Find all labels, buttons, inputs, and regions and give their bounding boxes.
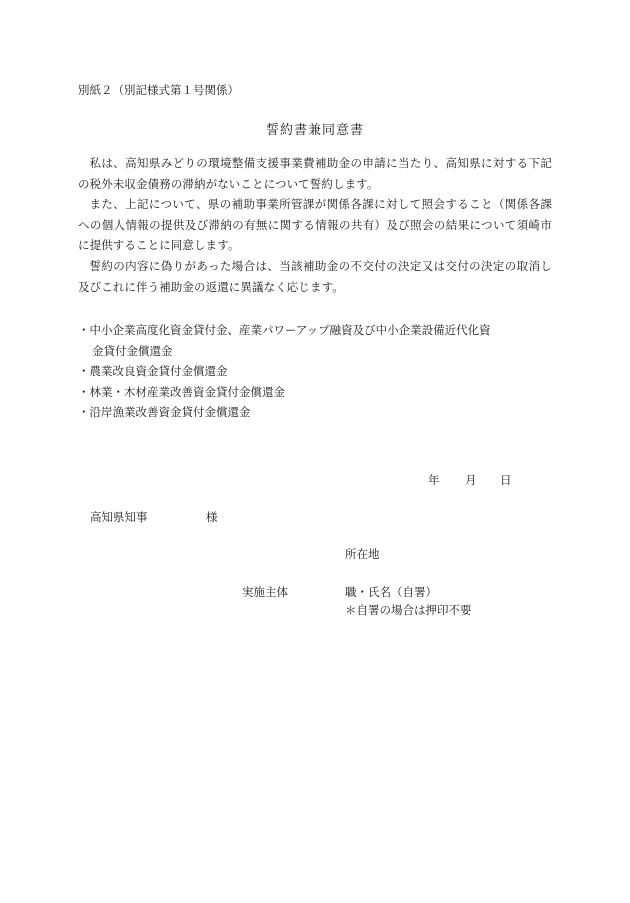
falsehood-paragraph: 誓約の内容に偽りがあった場合は、当該補助金の不交付の決定又は交付の決定の取消し及びこれに伴う補助金の返還に異議なく応じます。 — [78, 259, 552, 294]
pledge-paragraph: 私は、高知県みどりの環境整備支援事業費補助金の申請に当たり、高知県に対する下記の税外未収金債務の滞納がないことについて誓約します。 — [78, 156, 552, 191]
debt-item-text: ・林業・木材産業改善資金貸付金償還金 — [78, 384, 285, 399]
implementer-label: 実施主体 — [242, 585, 288, 599]
document-title: 誓約書兼同意書 — [265, 123, 364, 138]
form-number: 別紙２（別記様式第１号関係） — [78, 83, 239, 97]
debt-item — [78, 320, 491, 361]
debt-list — [78, 320, 491, 423]
seal-note: ＊自署の場合は押印不要 — [345, 603, 472, 617]
debt-item — [78, 402, 491, 423]
name-signature-label: 職・氏名（自署） — [345, 585, 437, 599]
debt-item-text: ・沿岸漁業改善資金貸付金償還金 — [78, 405, 251, 420]
date-year-label: 年 — [428, 473, 440, 487]
consent-paragraph: また、上記について、県の補助事業所管課が関係各課に対して照会すること（関係各課への個人情報の提供及び滞納の有無に関する情報の共有）及び照会の結果について須崎市に提供することに同意します。 — [78, 197, 552, 253]
debt-item-text-continued: 金貸付金償還金 — [92, 343, 173, 358]
debt-item — [78, 382, 491, 403]
debt-item-text: ・中小企業高度化資金貸付金、産業パワーアップ融資及び中小企業設備近代化資 — [78, 323, 491, 337]
debt-item — [78, 361, 491, 382]
date-day-label: 日 — [500, 473, 512, 487]
debt-item-text: ・農業改良資金貸付金償還金 — [78, 364, 228, 379]
addressee-name: 高知県知事 — [90, 510, 148, 524]
address-label: 所在地 — [345, 547, 380, 561]
date-month-label: 月 — [465, 473, 477, 487]
addressee-honorific: 様 — [206, 510, 218, 524]
